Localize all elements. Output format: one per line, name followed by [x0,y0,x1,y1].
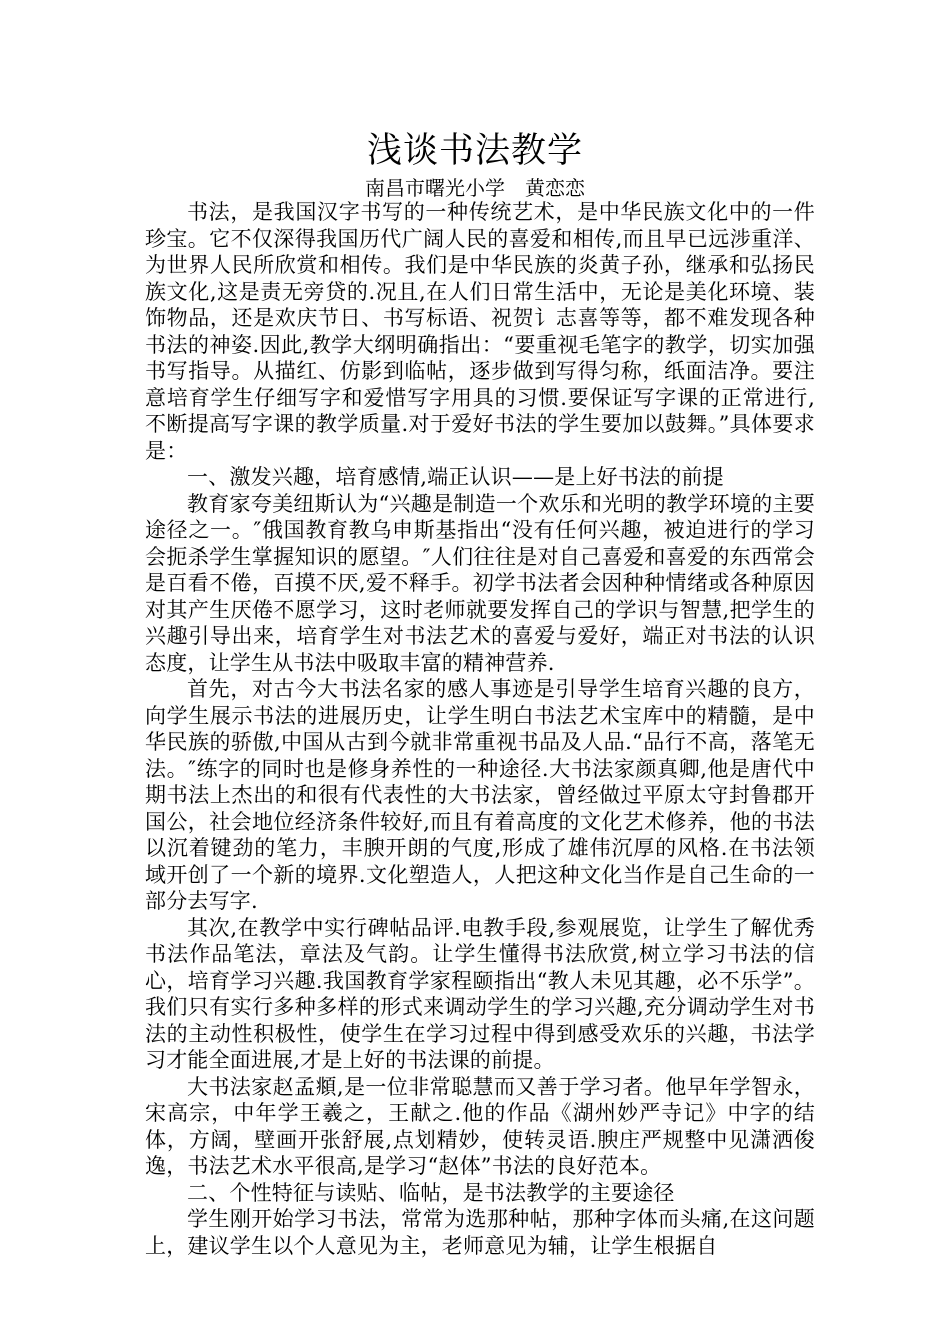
body-paragraph: 书法，是我国汉字书写的一种传统艺术，是中华民族文化中的一件珍宝。它不仅深得我国历代广阔人民的喜爱和相传,而且早已远涉重洋、为世界人民所欣赏和相传。我们是中华民族的炎黄子孙，继承和弘扬民族文化,这是责无旁贷的.况且,在人们日常生活中，无论是美化环境、装饰物品，还是欢庆节日、书写标语、祝贺讠志喜等等，都不难发现各种书法的神姿.因此,教学大纲明确指出：“要重视毛笔字的教学，切实加强书写指导。从描红、仿影到临帖，逐步做到写得匀称，纸面洁净。要注意培育学生仔细写字和爱惜写字用具的习惯.要保证写字课的正常进行,不断提高写字课的教学质量.对于爱好书法的学生要加以鼓舞。”具体要求是： [145,200,815,463]
body-paragraph: 首先，对古今大书法名家的感人事迹是引导学生培育兴趣的良方，向学生展示书法的进展历史，让学生明白书法艺术宝库中的精髓，是中华民族的骄傲,中国从古到今就非常重视书品及人品.“品行不高，落笔无法。″练字的同时也是修身养性的一种途径.大书法家颜真卿,他是唐代中期书法上杰出的和很有代表性的大书法家，曾经做过平原太守封鲁郡开国公，社会地位经济条件较好,而且有着高度的文化艺术修养，他的书法以沉着键劲的笔力，丰腴开朗的气度,形成了雄伟沉厚的风格.在书法领域开创了一个新的境界.文化塑造人，人把这种文化当作是自己生命的一部分去写字. [145,677,815,913]
body-paragraph: 其次,在教学中实行碑帖品评.电教手段,参观展览，让学生了解优秀书法作品笔法，章法及气韵。让学生懂得书法欣赏,树立学习书法的信心，培育学习兴趣.我国教育学家程颐指出“教人未见其趣，必不乐学”。我们只有实行多种多样的形式来调动学生的学习兴趣,充分调动学生对书法的主动性积极性，使学生在学习过程中得到感受欢乐的兴趣，书法学习才能全面进展,才是上好的书法课的前提。 [145,915,815,1072]
document-title: 浅谈书法教学 [366,131,583,171]
author-byline: 南昌市曙光小学 黄恋恋 [365,176,585,200]
document-body [145,199,815,1259]
section-heading: 二、个性特征与读贴、临帖，是书法教学的主要途径 [187,1180,675,1205]
body-paragraph: 大书法家赵孟頫,是一位非常聪慧而又善于学习者。他早年学智永，宋高宗，中年学王羲之，王献之.他的作品《湖州妙严寺记》中字的结体，方阔，壁画开张舒展,点划精妙，使转灵语.腴庄严规整中见潇洒俊逸，书法艺术水平很高,是学习“赵体”书法的良好范本。 [145,1074,815,1178]
body-paragraph: 学生刚开始学习书法，常常为选那种帖，那种字体而头痛,在这问题上，建议学生以个人意见为主，老师意见为辅，让学生根据自 [145,1207,815,1258]
section-heading: 一、激发兴趣，培育感情,端正认识——是上好书法的前提 [187,465,724,489]
body-paragraph: 教育家夸美纽斯认为“兴趣是制造一个欢乐和光明的教学环境的主要途径之一。″俄国教育教乌申斯基指出“没有任何兴趣，被迫进行的学习会扼杀学生掌握知识的愿望。″人们往往是对自己喜爱和喜爱的东西常会是百看不倦，百摸不厌,爱不释手。初学书法者会因种种情绪或各种原因对其产生厌倦不愿学习，这时老师就要发挥自己的学识与智慧,把学生的兴趣引导出来，培育学生对书法艺术的喜爱与爱好，端正对书法的认识态度，让学生从书法中吸取丰富的精神营养. [145,491,815,675]
